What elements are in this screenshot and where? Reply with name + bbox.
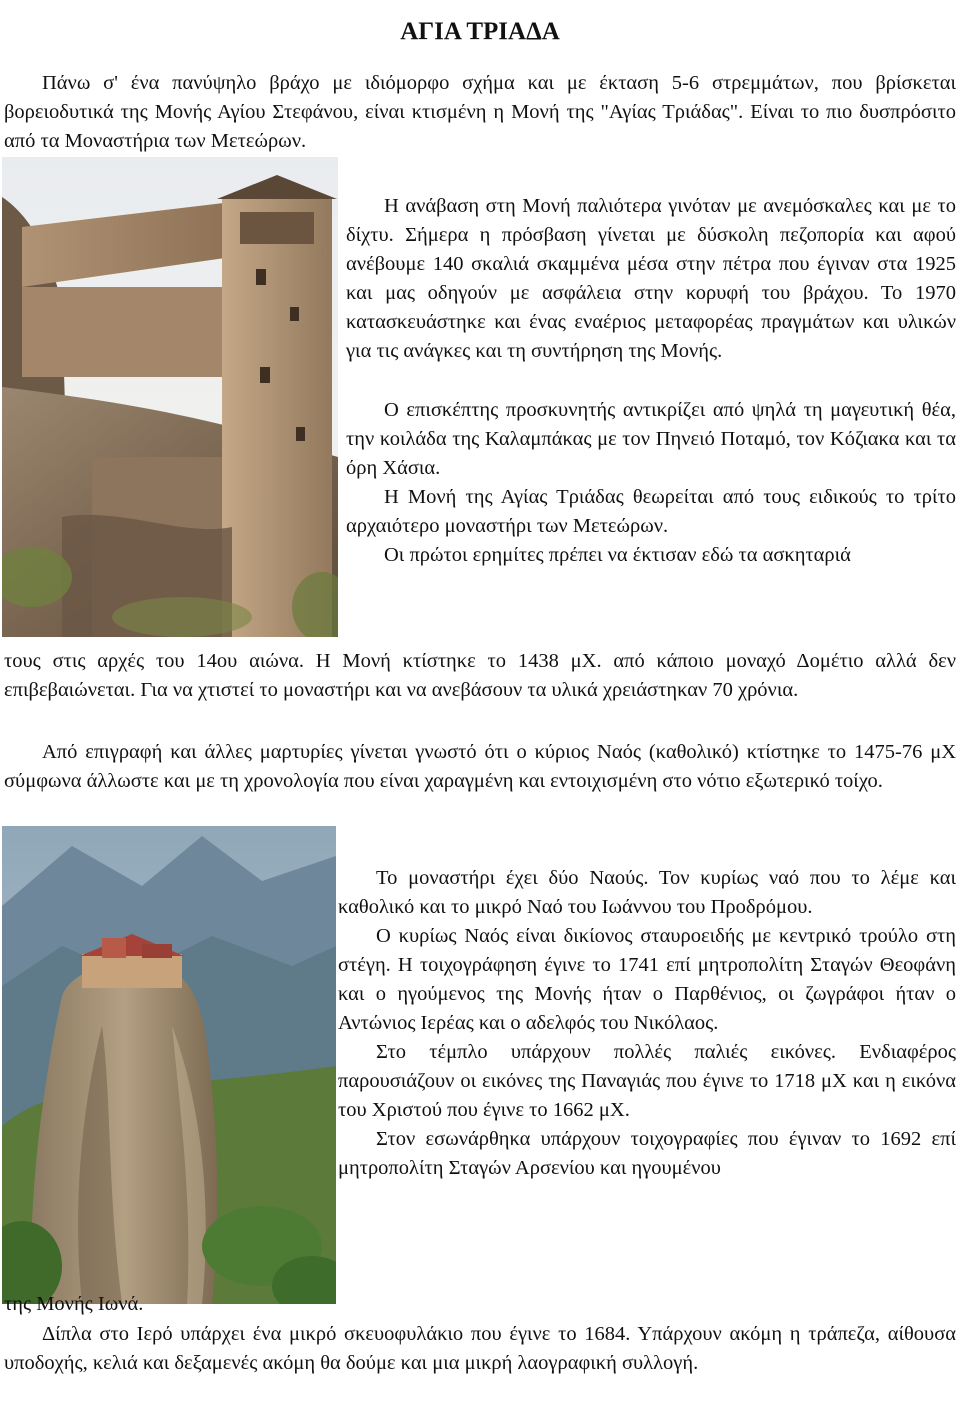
section2-paragraph-3: Στο τέμπλο υπάρχουν πολλές παλιές εικόνες. Ενδιαφέρος παρουσιάζουν οι εικόνες της Παναγιάς που έγινε το 1718 μΧ και η εικόνα του Χριστού που έγινε το 1662 μΧ. xyxy=(338,1041,956,1121)
section2-paragraph-2: Ο κυρίως Ναός είναι δικίονος σταυροειδής με κεντρικό τρούλο στη στέγη. Η τοιχογράφηση έγινε το 1741 επί μητροπολίτη Σταγών Θεοφάνη και ο ηγούμενος της Μονής ήταν ο Παρθένιος, οι ζωγράφοι ήταν ο Αντώνιος Ιερέας και ο αδελφός του Νικόλαος. xyxy=(338,925,956,1034)
section2-paragraph-1: Το μοναστήρι έχει δύο Ναούς. Τον κυρίως ναό που το λέμε και καθολικό και το μικρό Ναό του Ιωάννου του Προδρόμου. xyxy=(338,867,956,918)
section1-paragraph-1: Η ανάβαση στη Μονή παλιότερα γινόταν με ανεμόσκαλες και με το δίχτυ. Σήμερα η πρόσβαση γίνεται με δύσκολη πεζοπορία και αφού ανέβουμε 140 σκαλιά σκαμμένα μέσα στην πέτρα που έγιναν στα 1925 και μας οδηγούν με ασφάλεια στην κορυφή του βράχου. Το 1970 κατασκευάστηκε και ένας εναέριος μεταφορέας πραγμάτων και υλικών για τις ανάγκες και τη συντήρηση της Μονής. xyxy=(346,195,956,362)
monastery-tower-photo xyxy=(2,157,338,637)
section1-paragraph-4a: Οι πρώτοι ερημίτες πρέπει να έκτισαν εδώ τα ασκηταριά xyxy=(384,544,851,566)
section2-paragraph-4b: της Μονής Ιωνά. xyxy=(4,1293,144,1315)
inscription-paragraph: Από επιγραφή και άλλες μαρτυρίες γίνεται γνωστό ότι ο κύριος Ναός (καθολικό) κτίστηκε το 1475-76 μΧ σύμφωνα άλλωστε και με τη χρονολογία που είναι χαραγμένη και εντοιχισμένη στο νότιο εξωτερικό τοίχο. xyxy=(4,741,956,792)
page-title: ΑΓΙΑ ΤΡΙΑΔΑ xyxy=(400,17,560,45)
section2-paragraph-4a: Στον εσωνάρθηκα υπάρχουν τοιχογραφίες που έγιναν το 1692 επί μητροπολίτη Σταγών Αρσενίου και ηγουμένου xyxy=(338,1128,956,1179)
section2-text xyxy=(338,864,956,1183)
section1-text xyxy=(346,192,956,570)
monastery-rock-photo xyxy=(2,826,336,1304)
closing-paragraph: Δίπλα στο Ιερό υπάρχει ένα μικρό σκευοφυλάκιο που έγινε το 1684. Υπάρχουν ακόμη η τράπεζα, αίθουσα υποδοχής, κελιά και δεξαμενές ακόμη θα δούμε και μια μικρή λαογραφική συλλογή. xyxy=(4,1323,956,1374)
section1-paragraph-2: Ο επισκέπτης προσκυνητής αντικρίζει από ψηλά τη μαγευτική θέα, την κοιλάδα της Καλαμπάκας με τον Πηνειό Ποταμό, τον Κόζιακα και τα όρη Χάσια. xyxy=(346,399,956,479)
section1-paragraph-3: Η Μονή της Αγίας Τριάδας θεωρείται από τους ειδικούς το τρίτο αρχαιότερο μοναστήρι των Μετεώρων. xyxy=(346,486,956,537)
intro-paragraph: Πάνω σ' ένα πανύψηλο βράχο με ιδιόμορφο σχήμα και με έκταση 5-6 στρεμμάτων, που βρίσκεται βορειοδυτικά της Μονής Αγίου Στεφάνου, είναι κτισμένη η Μονή της "Αγίας Τριάδας". Είναι το πιο δυσπρόσιτο από τα Μοναστήρια των Μετεώρων. xyxy=(4,72,956,152)
section1-paragraph-4b: τους στις αρχές του 14ου αιώνα. Η Μονή κτίστηκε το 1438 μΧ. από κάποιο μοναχό Δομέτιο αλλά δεν επιβεβαιώνεται. Για να χτιστεί το μοναστήρι και να ανεβάσουν τα υλικά χρειάστηκαν 70 χρόνια. xyxy=(4,650,956,701)
